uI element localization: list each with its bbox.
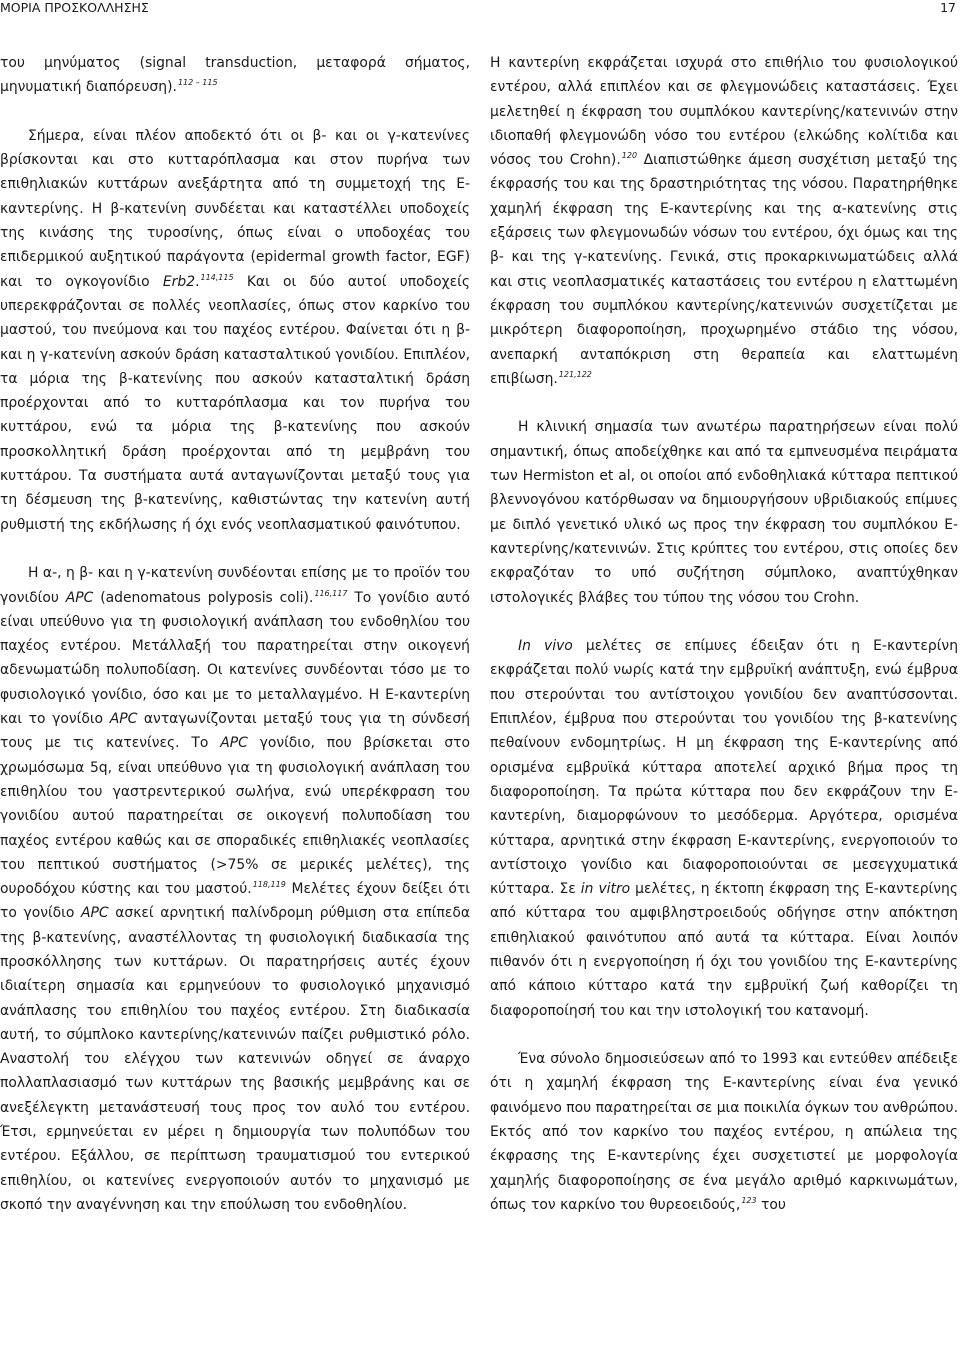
running-title: ΜΟΡΙΑ ΠΡΟΣΚΟΛΛΗΣΗΣ	[0, 0, 149, 15]
text-run: Η καντερίνη εκφράζεται ισχυρά στο επιθήλιο του φυσιολογικού εντέρου, αλλά επιπλέον και σε φλεγμονώδεις καταστάσεις. Έχει μελετηθεί η έκφραση του συμπλόκου καντερίνης/κατενινών στην ιδιοπαθή φλεγμονώδη νόσο του εντέρου (ελκώδης κολίτιδα και νόσος του Crohn).	[490, 55, 958, 169]
citation: 118,119	[252, 880, 286, 890]
citation: 112 – 115	[177, 78, 218, 88]
text-run: γονίδιο, που βρίσκεται στο χρωμόσωμα 5q, είναι υπεύθυνο για τη φυσιολογική ανάπλαση του επιθηλίου του γαστρεντερικού σωλήνα, ενώ υπερέκφραση του γονιδίου αυτού παρατηρείται σε οικογενή πολυποδίαση του παχέος εντέρου καθώς και σε σποραδικές επιθηλιακές νεοπλασίες του πεπτικού συστήματος (>75% σε μερικές μελέτες), της ουροδόχου κύστης και του μαστού.	[0, 735, 471, 898]
text-run: Η α-, η β- και η γ-κατενίνη συνδέονται επίσης με το προϊόν του γονιδίου	[0, 565, 470, 606]
paragraph	[490, 51, 958, 391]
text-run: Η κλινική σημασία των ανωτέρω παρατηρήσεων είναι πολύ σημαντική, όπως αποδείχθηκε και από τα εμπνευσμένα πειράματα των Hermiston et al, οι οποίοι από ενδοθηλιακά κύτταρα πεπτικού βλεννογόνου κατόρθωσαν να δημιουργήσουν υβριδιακούς επίμυες με διπλό γενετικό υλικό ως προς την έκφραση του συμπλόκου Ε-καντερίνης/κατενινών. Στις κρύπτες του εντέρου, στις οποίες δεν εκφραζόταν το υπό συζήτηση σύμπλοκο, αναπτύχθηκαν ιστολογικές βλάβες του τύπου της νόσου του Crohn.	[490, 419, 958, 606]
page-number: 17	[940, 0, 956, 15]
paragraph	[0, 51, 470, 100]
page-header	[0, 0, 960, 20]
right-column	[490, 51, 958, 1217]
paragraph: Σήμερα, είναι πλέον αποδεκτό ότι οι β- και οι γ-κατενίνες βρίσκονται και στο κυτταρόπλασμα και στον πυρήνα των επιθηλιακών κυττάρων ανεξάρτητα από τη συμμετοχή της Ε-καντερίνης. Η β-κατενίνη συνδέεται και καταστέλλει υποδοχείς της κινάσης της τυροσίνης, όπως είναι ο υποδοχέας του επιδερμικού αυξητικού παράγοντα (epidermal growth factor, EGF) και το ογκογονίδιο Erb2.$^{114,115}$ Και οι δύο αυτοί υποδοχείς υπερεκφράζονται σε πολλές νεοπλασίες, όπως στον καρκίνο του μαστού, του πνεύμονα και του παχέος εντέρου. Φαίνεται ότι η β- και η γ-κατενίνη ασκούν δράση κατασταλτικού γονιδίου. Επιπλέον, τα μόρια της β-κατενίνης που ασκούν κατασταλτική δράση προέρχονται από το κυτταρόπλασμα και τον πυρήνα του κυττάρου, ενώ τα μόρια της β-κατενίνης που ασκούν προσκολλητική δράση προέρχονται από τη μεμβράνη του κυττάρου. Τα συστήματα αυτά ανταγωνίζονται μεταξύ τους για τη δέσμευση της β-κατενίνης, καθιστώντας την κατενίνη αυτή ρυθμιστή της εκδήλωσης ή όχι ενός νεοπλασματικού φαινότυπου.	[0, 127, 471, 533]
left-column	[0, 51, 470, 1217]
text-run: του μηνύματος (signal transduction, μεταφορά σήματος, μηνυματική διαπόρευση).	[0, 55, 470, 96]
paragraph	[490, 415, 958, 609]
italic-term: in vitro	[580, 881, 631, 898]
gene-name: APC	[220, 735, 248, 752]
citation: 116,117	[314, 588, 348, 598]
text-run: ανταγωνίζονται μεταξύ τους για τη σύνδεσή τους με τις κατενίνες. Το	[0, 711, 470, 752]
text-run: Σήμερα, είναι πλέον αποδεκτό ότι οι β- και οι γ-κατενίνες βρίσκονται και στο κυτταρόπλασμα και στον πυρήνα των επιθηλιακών κυττάρων ανεξάρτητα από τη συμμετοχή της Ε-καντερίνης. Η β-κατενίνη συνδέεται και καταστέλλει υποδοχείς της κινάσης της τυροσίνης, όπως είναι ο υποδοχέας του επιδερμικού αυξητικού παράγοντα (epidermal growth factor, EGF) και το ογκογονίδιο	[0, 127, 470, 290]
italic-term: In vivo	[518, 638, 573, 655]
paragraph	[490, 1047, 958, 1217]
paragraph	[0, 561, 470, 1217]
text-run: ασκεί αρνητική παλίνδρομη ρύθμιση στα επίπεδα της β-κατενίνης, αναστέλλοντας τη φυσιολογική διαδικασία της προσκόλλησης των κυττάρων. Οι παρατηρήσεις αυτές έχουν ιδιαίτερη σημασία και ερμηνεύουν το φυσιολογικό μηχανισμό ανάπλασης του επιθηλίου του παχέος εντέρου. Στη διαδικασία αυτή, το σύμπλοκο καντερίνης/κατενινών παίζει ρυθμιστικό ρόλο. Αναστολή του ελέγχου των κατενινών οδηγεί σε άναρχο πολλαπλασιασμό των κυττάρων της βασικής μεμβράνης και σε ανεξέλεγκτη μετανάστευσή τους προς τον αυλό του εντέρου. Έτσι, ερμηνεύεται εν μέρει η δημιουργία των πολυπόδων του εντέρου. Εξάλλου, σε περίπτωση τραυματισμού του εντερικού επιθηλίου, οι κατενίνες ενεργοποιούν αυτόν το μηχανισμό με σκοπό την αναγέννηση και την επούλωση του ενδοθηλίου.	[0, 905, 470, 1213]
text-run: Διαπιστώθηκε άμεση συσχέτιση μεταξύ της έκφρασής του και της δραστηριότητας της νόσου. Παρατηρήθηκε χαμηλή έκφραση της Ε-καντερίνης και της α-κατενίνης στις εξάρσεις των φλεγμονωδών νόσων του εντέρου, όχι όμως και της β- και της γ-κατενίνης. Γενικά, στις προκαρκινωματώδεις αλλά και στις νεοπλασματικές καταστάσεις του εντέρου η ελαττωμένη έκφραση του συμπλόκου καντερίνης/κατενινών συσχετίζεται με μικρότερη διαφοροποίηση, προχωρημένο στάδιο της νόσου, ανεπαρκή ανταπόκριση στη θεραπεία και ελαττωμένη επιβίωση.	[490, 152, 958, 387]
text-run: μελέτες σε επίμυες έδειξαν ότι η Ε-καντερίνη εκφράζεται πολύ νωρίς κατά την εμβρυϊκή ανάπτυξη, ενώ έμβρυα που στερούνται του αντίστοιχου γονιδίου δεν αναπτύσσονται. Επιπλέον, έμβρυα που στερούνται του γονιδίου της β-κατενίνης πεθαίνουν ενδομητρίως. Η μη έκφραση της Ε-καντερίνης από ορισμένα εμβρυϊκά κύτταρα αποτελεί αρχικό βήμα προς τη διαφοροποίηση. Τα πρώτα κύτταρα που δεν εκφράζουν την Ε-καντερίνη, διαμορφώνουν το μεσόδερμα. Αργότερα, ορισμένα κύτταρα, αρνητικά στην έκφραση Ε-καντερίνης, ενεργοποιούν το αντίστοιχο γονίδιο και διαφοροποιούνται σε μεσεγχυματικά κύτταρα. Σε	[490, 638, 958, 898]
citation: 123	[741, 1195, 757, 1205]
citation: 114,115	[200, 272, 234, 282]
text-run: Και οι δύο αυτοί υποδοχείς υπερεκφράζονται σε πολλές νεοπλασίες, όπως στον καρκίνο του μαστού, του πνεύμονα και του παχέος εντέρου. Φαίνεται ότι η β- και η γ-κατενίνη ασκούν δράση κατασταλτικού γονιδίου. Επιπλέον, τα μόρια της β-κατενίνης που ασκούν κατασταλτική δράση προέρχονται από το κυτταρόπλασμα και τον πυρήνα του κυττάρου, ενώ τα μόρια της β-κατενίνης που ασκούν προσκολλητική δράση προέρχονται από τη μεμβράνη του κυττάρου. Τα συστήματα αυτά ανταγωνίζονται μεταξύ τους για τη δέσμευση της β-κατενίνης, καθιστώντας την κατενίνη αυτή ρυθμιστή της εκδήλωσης ή όχι ενός νεοπλασματικού φαινότυπου.	[0, 273, 471, 533]
text-run: του	[756, 1196, 786, 1213]
gene-name: Erb2	[162, 273, 196, 290]
text-run: Μελέτες έχουν δείξει ότι το γονίδιο	[0, 881, 470, 922]
gene-name: APC	[109, 711, 138, 728]
citation: 121,122	[558, 369, 592, 379]
text-run: μελέτες, η έκτοπη έκφραση της Ε-καντερίνης από κύτταρα του αμφιβληστροειδούς οδήγησε στην απόκτηση επιθηλιακού φαινότυπου από αυτά τα κύτταρα. Είναι λοιπόν πιθανόν ότι η ενεργοποίηση ή όχι του γονιδίου της Ε-καντερίνης από κάποιο κύτταρο κατά την εμβρυϊκή ζωή καθορίζει τη διαφοροποίησή του και την ιστολογική του κατανομή.	[490, 881, 958, 1019]
gene-name: APC	[65, 589, 94, 606]
gene-name: APC	[81, 905, 109, 922]
text-run: Το γονίδιο αυτό είναι υπεύθυνο για τη φυσιολογική ανάπλαση του ενδοθηλίου του παχέος εντέρου. Μετάλλαξή του παρατηρείται στην οικογενή αδενωματώδη πολυποδίαση. Οι κατενίνες συνδέονται τόσο με το φυσιολογικό γονίδιο, όσο και με το μεταλλαγμένο. Η Ε-καντερίνη και το γονίδιο	[0, 589, 470, 728]
citation: 120	[621, 151, 638, 161]
text-run: Ένα σύνολο δημοσιεύσεων από το 1993 και εντεύθεν απέδειξε ότι η χαμηλή έκφραση της Ε-καντερίνης είναι ένα γενικό φαινόμενο που παρατηρείται σε μια ποικιλία όγκων του ανθρώπου. Εκτός από τον καρκίνο του παχέος εντέρου, η απώλεια της έκφρασης της Ε-καντερίνης έχει συσχετιστεί με μορφολογία χαμηλής διαφοροποίησης σε ένα μεγάλο αριθμό καρκινωμάτων, όπως τον καρκίνο του θυρεοειδούς,	[490, 1051, 958, 1213]
text-run: (adenomatous polyposis coli).	[93, 589, 314, 606]
paragraph	[490, 634, 958, 1023]
